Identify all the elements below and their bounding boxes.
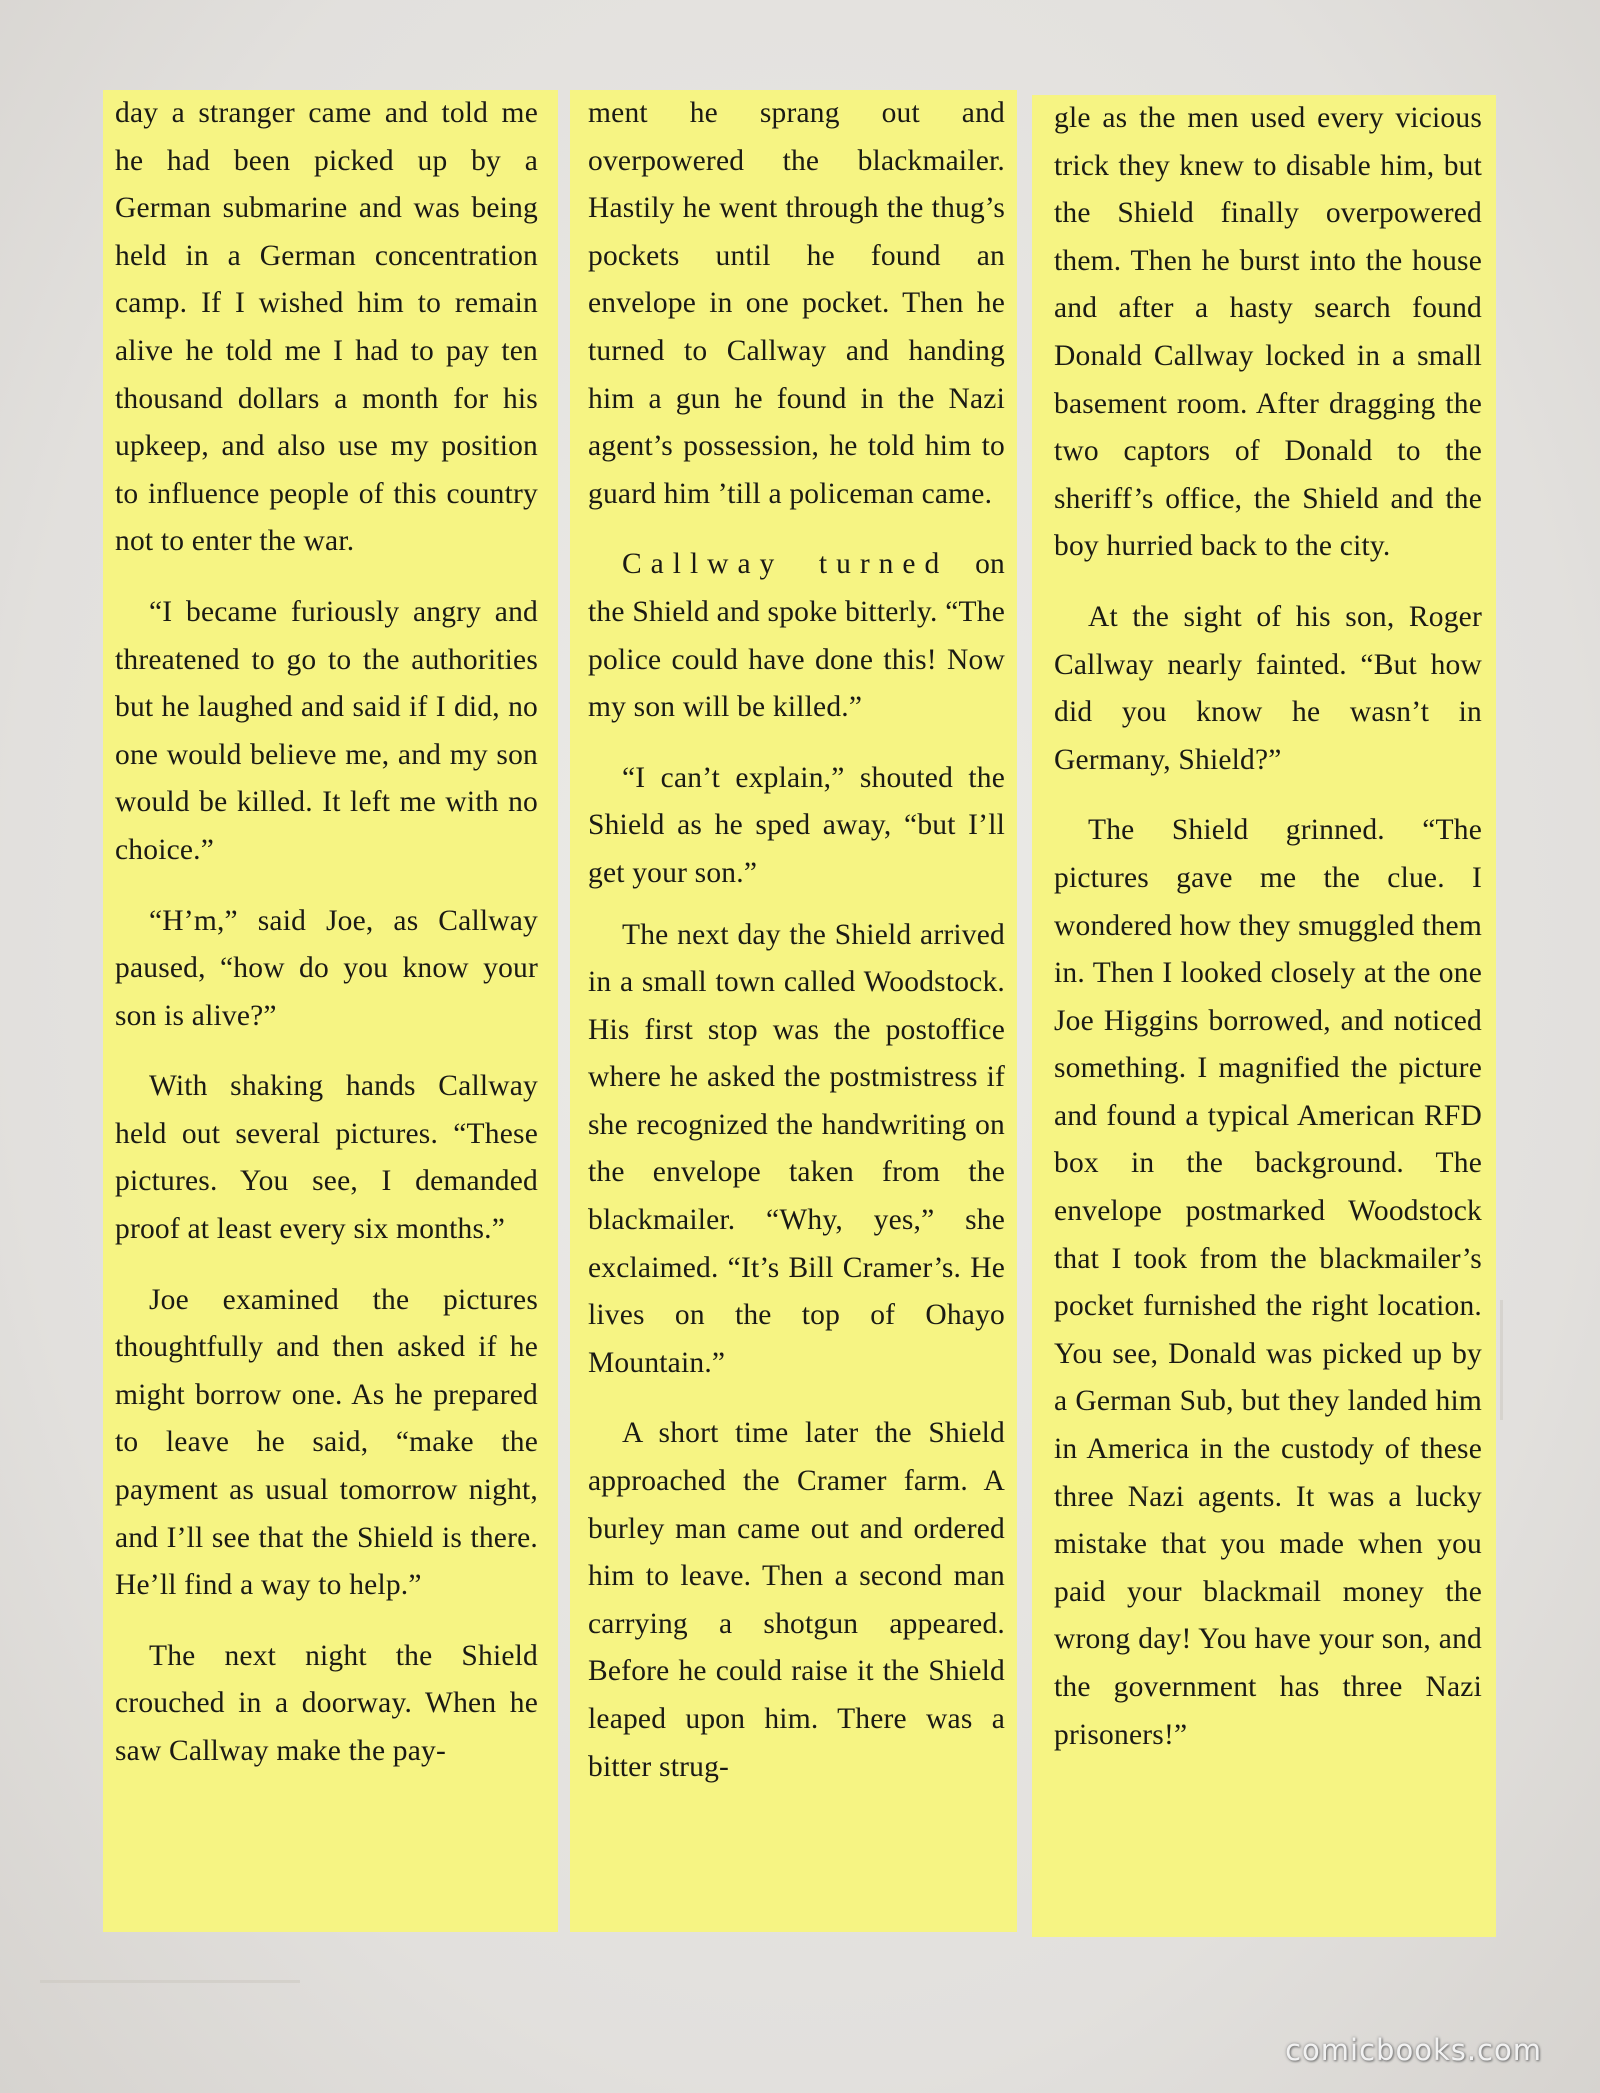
paragraph-text: on the Shield and spoke bitterly. “The police could have done this! Now my son will be killed.” bbox=[588, 548, 1005, 724]
text-column-right bbox=[1032, 95, 1496, 1937]
paragraph bbox=[588, 541, 1005, 731]
paragraph: The Shield grinned. “The pictures gave me the clue. I wondered how they smuggled them in. Then I looked closely at the one Joe Higgins borrowed, and noticed something. I magnified the picture and found a typical American RFD box in the background. The envelope postmarked Woodstock that I took from the blackmailer’s pocket furnished the right location. You see, Donald was picked up by a German Sub, but they landed him in America in the custody of these three Nazi agents. It was a lucky mistake that you made when you paid your blackmail money the wrong day! You have your son, and the government has three Nazi prisoners!” bbox=[1054, 814, 1482, 1751]
spaced-text: Callway turned bbox=[622, 548, 949, 581]
paragraph: “I became furiously angry and threatened to go to the authorities but he laughed and said if I did, no one would believe me, and my son would be killed. It left me with no choice.” bbox=[115, 595, 538, 866]
paragraph: With shaking hands Callway held out several pictures. “These pictures. You see, I demanded proof at least every six months.” bbox=[115, 1070, 538, 1246]
paragraph: At the sight of his son, Roger Callway nearly fainted. “But how did you know he wasn’t in Germany, Shield?” bbox=[1054, 600, 1482, 776]
text-column-middle bbox=[570, 90, 1017, 1932]
paragraph: The next day the Shield arrived in a small town called Woodstock. His first stop was the postoffice where he asked the postmistress if she recognized the handwriting on the envelope taken from the blackmailer. “Why, yes,” she exclaimed. “It’s Bill Cramer’s. He lives on the top of Ohayo Mountain.” bbox=[588, 918, 1005, 1379]
text-column-left bbox=[103, 90, 558, 1932]
paragraph: A short time later the Shield approached the Cramer farm. A burley man came out and ordered him to leave. Then a second man carrying a shotgun appeared. Before he could raise it the Shield leaped upon him. There was a bitter strug- bbox=[588, 1417, 1005, 1783]
paragraph: The next night the Shield crouched in a doorway. When he saw Callway make the pay- bbox=[115, 1639, 538, 1767]
paragraph: Joe examined the pictures thoughtfully and then asked if he might borrow one. As he prepared to leave he said, “make the payment as usual tomorrow night, and I’ll see that the Shield is there. He’ll find a way to help.” bbox=[115, 1283, 538, 1602]
paragraph: ment he sprang out and overpowered the blackmailer. Hastily he went through the thug’s pockets until he found an envelope in one pocket. Then he turned to Callway and handing him a gun he found in the Nazi agent’s possession, he told him to guard him ’till a policeman came. bbox=[588, 97, 1005, 510]
paragraph: “I can’t explain,” shouted the Shield as he sped away, “but I’ll get your son.” bbox=[588, 761, 1005, 889]
paper-scuff bbox=[40, 1980, 300, 1983]
paragraph: “H’m,” said Joe, as Callway paused, “how do you know your son is alive?” bbox=[115, 904, 538, 1032]
paragraph: day a stranger came and told me he had been picked up by a German submarine and was being held in a German concentration camp. If I wished him to remain alive he told me I had to pay ten thousand dollars a month for his upkeep, and also use my position to influence people of this country not to enter the war. bbox=[115, 97, 538, 558]
watermark: comicbooks.com bbox=[1285, 2033, 1542, 2067]
paper-scuff bbox=[1500, 1300, 1503, 1420]
paragraph: gle as the men used every vicious trick they knew to disable him, but the Shield finally overpowered them. Then he burst into the house and after a hasty search found Donald Callway locked in a small basement room. After dragging the two captors of Donald to the sheriff’s office, the Shield and the boy hurried back to the city. bbox=[1054, 102, 1482, 563]
